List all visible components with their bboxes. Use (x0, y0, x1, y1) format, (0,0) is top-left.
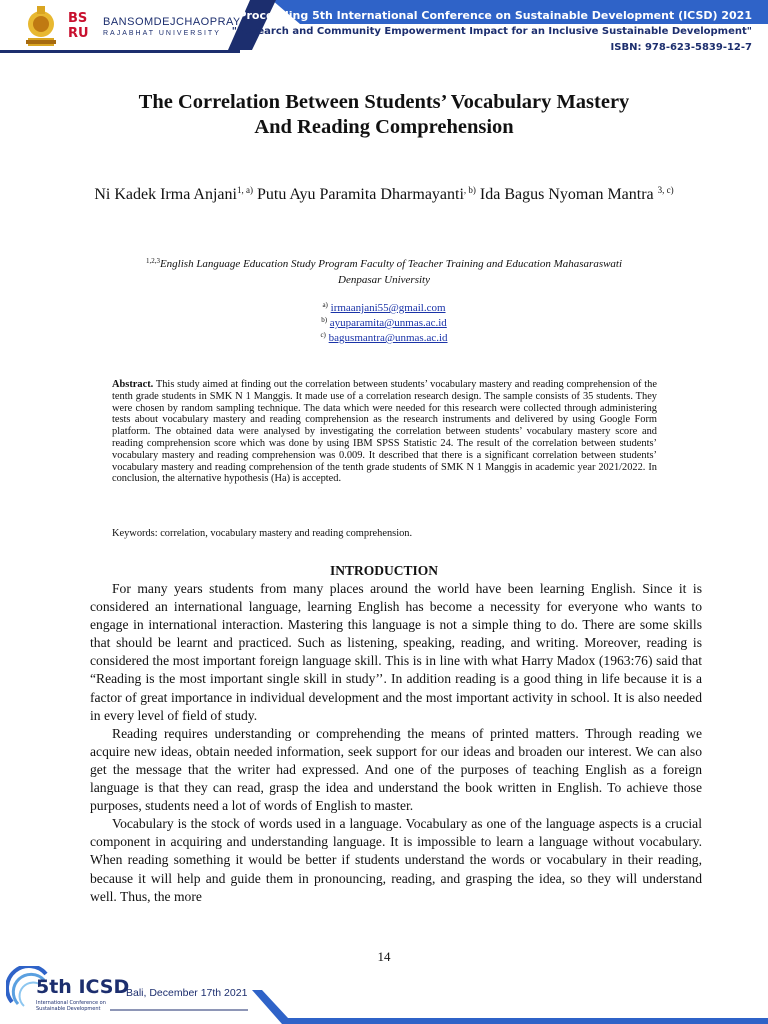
abstract-label: Abstract. (112, 379, 154, 390)
paragraph: Reading requires understanding or comprehending the means of printed matters. Through reading we acquire new ideas, obtain needed information, seek support for our ideas and broaden our interest. We can also get the message that the writer had expressed. And one of the purposes of teaching English as a foreign language is that they can read, grasp the idea and understand the book written in English. To achieve those purposes, students need a lot of words of English to master. (90, 725, 702, 814)
affiliation-line: English Language Education Study Program Faculty of Teacher Training and Education Mahasaraswati (159, 258, 623, 270)
university-crest-icon (22, 4, 60, 48)
email-list (60, 301, 708, 346)
email-sup: c) (320, 331, 326, 339)
abstract (112, 379, 657, 485)
conference-date: Bali, December 17th 2021 (126, 987, 248, 999)
proceeding-title: Proceeding 5th International Conference on Sustainable Development (ICSD) 2021 (238, 9, 752, 22)
body-text (90, 580, 702, 906)
affiliation-sup: 1,2,3 (145, 257, 160, 265)
university-monogram-icon: BS RU (68, 11, 89, 41)
author-sup: , b) (463, 185, 476, 195)
paragraph: Vocabulary is the stock of words used in a language. Vocabulary as one of the language aspects is a crucial component in acquiring and understanding language. It is impossible to learn a language without vocabulary. When reading something it would be better if students understand the words or vocabulary in their reading, because it will help and guide them in pronouncing, reading, and grasping the idea, so they will understand well. Thus, the more (90, 816, 702, 904)
affiliation (60, 256, 708, 288)
email-link[interactable]: bagusmantra@unmas.ac.id (328, 332, 448, 344)
author-name: Ida Bagus Nyoman Mantra (479, 186, 654, 203)
paragraph: For many years students from many places around the world have been learning English. Since it is considered an international language, learning English has become a necessity for everyone who wants to engage in international interaction. Mastering this language is not a simple thing to do. There are some skills that should be learnt and practiced. Such as listening, speaking, reading, and writing. Moreover, reading is considered the most important foreign language skill. This is in line with what Harry Madox (1963:76) said that “Reading is the most important single skill in study’’. In addition reading is a good thing in life because it is a factor of great importance in individual development and the most important activity in school. It is also needed in every level of field of study. (90, 581, 702, 723)
title-line: The Correlation Between Students’ Vocabulary Mastery (138, 91, 630, 113)
icsd-logo-subtitle: International Conference on Sustainable Development (36, 1000, 106, 1012)
proceeding-theme: "Research and Community Empowerment Impact for an Inclusive Sustainable Development" (231, 26, 752, 37)
isbn: ISBN: 978-623-5839-12-7 (610, 42, 752, 53)
abstract-text: This study aimed at finding out the correlation between students’ vocabulary mastery and reading comprehension of the tenth grade students in SMK N 1 Manggis. It made use of a correlation research design. The sample consists of 35 students. They were chosen by random sampling technique. The data which were needed for this research were collected through administering tests about vocabulary mastery and reading comprehension as the research instruments and delivered by using Google Form platform. The obtained data were analysed by investigating the correlation between students’ vocabulary mastery score and reading comprehension score which was done by using IBM SPSS Statistic 24. The result of the correlation between students’ vocabulary mastery and reading comprehension was 0.009. It described that there is a significant correlation between students’ vocabulary mastery and reading comprehension of the tenth grade students of SMK N 1 Manggis in academic year 2021/2022. In conclusion, the alternative hypothesis (Ha) is accepted. (112, 379, 657, 485)
university-name: BANSOMDEJCHAOPRAYA (103, 16, 248, 28)
author-list (60, 184, 708, 205)
affiliation-line: Denpasar University (338, 274, 430, 286)
author-name: Putu Ayu Paramita Dharmayanti (256, 186, 464, 203)
keywords: Keywords: correlation, vocabulary mastery and reading comprehension. (112, 528, 413, 539)
email-link[interactable]: ayuparamita@unmas.ac.id (329, 317, 447, 329)
author-sup: 1, a) (236, 185, 253, 195)
email-sup: b) (321, 316, 328, 324)
section-heading: INTRODUCTION (329, 563, 438, 578)
page-header (0, 0, 768, 66)
university-subtitle: RAJABHAT UNIVERSITY (103, 30, 221, 37)
email-sup: a) (322, 301, 328, 309)
author-line (60, 184, 708, 205)
author-name: Ni Kadek Irma Anjani (94, 186, 237, 203)
paper-title (60, 90, 708, 140)
title-line: And Reading Comprehension (254, 116, 514, 138)
page-number: 14 (377, 949, 391, 964)
icsd-logo-text: 5th ICSD (36, 976, 130, 998)
email-link[interactable]: irmaanjani55@gmail.com (330, 302, 446, 314)
author-sup: 3, c) (657, 185, 674, 195)
